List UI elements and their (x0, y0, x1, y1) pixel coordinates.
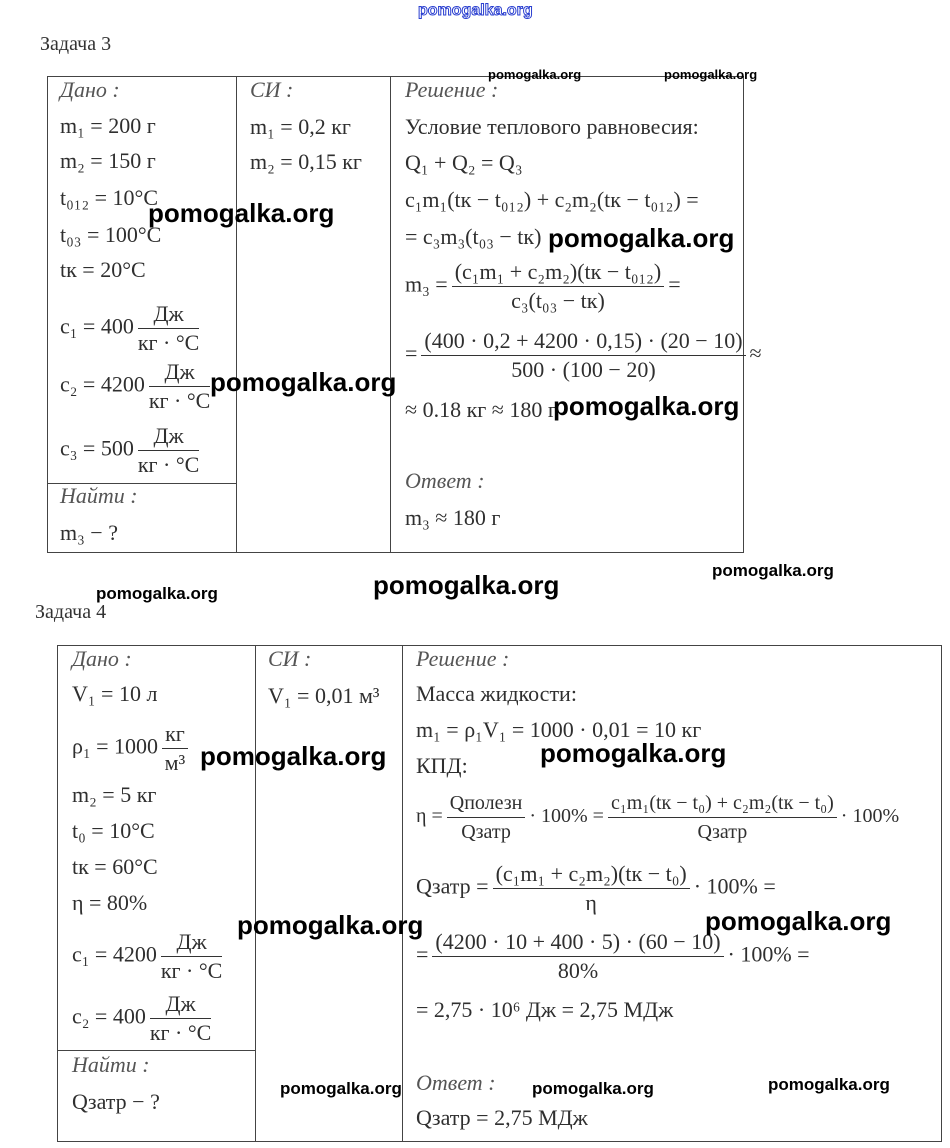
fraction (161, 928, 223, 985)
denominator: η (585, 890, 597, 915)
solution-line: Масса жидкости: (416, 681, 577, 706)
watermark: pomogalka.org (664, 67, 758, 82)
divider (255, 645, 256, 1141)
numerator: (c₁m₁ + c₂m₂)(tк − t₀₁₂) (452, 258, 664, 287)
divider (390, 76, 391, 552)
find-header: Найти : (72, 1052, 150, 1077)
numerator: c₁m₁(tк − t₀) + c₂m₂(tк − t₀) (608, 789, 837, 818)
fraction (162, 720, 188, 777)
numerator: Дж (138, 300, 200, 329)
watermark: pomogalka.org (373, 570, 560, 600)
fraction (608, 789, 837, 846)
given-header: Дано : (72, 646, 132, 671)
denominator: кг · °C (137, 452, 200, 477)
numerator: Дж (161, 928, 223, 957)
lhs: c₁ = 400 (60, 313, 134, 339)
watermark: pomogalka.org (553, 391, 740, 421)
given-item: m₂ = 150 г (60, 148, 156, 173)
find-item: m₃ − ? (60, 520, 118, 545)
lhs: c₂ = 400 (72, 1003, 146, 1029)
answer-line: m₃ ≈ 180 г (405, 505, 501, 530)
rhs: · 100% = (693, 873, 776, 899)
given-item: η = 80% (72, 890, 148, 915)
rhs: · 100% (840, 805, 900, 828)
lhs: m₃ = (405, 271, 448, 297)
numerator: (c₁m₁ + c₂m₂)(tк − t₀) (493, 860, 690, 889)
fraction (138, 422, 200, 479)
lhs: c₁ = 4200 (72, 941, 157, 967)
rhs: · 100% = (727, 941, 810, 967)
find-header: Найти : (60, 483, 138, 508)
watermark: pomogalka.org (280, 1079, 402, 1098)
si-header: СИ : (250, 77, 294, 102)
si-header: СИ : (268, 646, 312, 671)
watermark: pomogalka.org (148, 198, 335, 228)
fraction (138, 300, 200, 357)
result-line: ≈ 0.18 кг ≈ 180 г (405, 397, 557, 422)
result-line: = 2,75 · 10⁶ Дж = 2,75 МДж (416, 997, 674, 1022)
lhs: c₂ = 4200 (60, 371, 145, 397)
given-c2 (60, 358, 214, 415)
given-item: m₂ = 5 кг (72, 782, 157, 807)
watermark: pomogalka.org (200, 741, 387, 771)
si-item: V₁ = 0,01 м³ (268, 683, 380, 708)
numerator: Дж (150, 990, 212, 1019)
given-item: t₀ = 10°C (72, 818, 155, 843)
fraction (432, 928, 723, 985)
lhs: η = (416, 805, 443, 828)
solution-line: = c₃m₃(t₀₃ − tк) (405, 224, 542, 249)
si-item: m₁ = 0,2 кг (250, 114, 351, 139)
watermark: pomogalka.org (548, 223, 735, 253)
solution-line: КПД: (416, 753, 468, 778)
solution-line: c₁m₁(tк − t₀₁₂) + c₂m₂(tк − t₀₁₂) = (405, 187, 699, 212)
watermark: pomogalka.org (712, 561, 834, 580)
calc-formula (405, 327, 762, 384)
find-item: Qзатр − ? (72, 1089, 160, 1114)
given-c1 (60, 300, 203, 357)
lhs: = (405, 340, 418, 366)
denominator: Qзатр (461, 821, 511, 843)
divider (402, 645, 403, 1141)
rhs: ≈ (749, 340, 762, 366)
watermark: pomogalka.org (96, 584, 218, 603)
numerator: (400 · 0,2 + 4200 · 0,15) · (20 − 10) (421, 327, 745, 356)
given-item: m₁ = 200 г (60, 113, 156, 138)
fraction (493, 860, 690, 917)
solution-line: Q₁ + Q₂ = Q₃ (405, 150, 523, 175)
watermark: pomogalka.org (210, 367, 397, 397)
fraction (447, 789, 526, 846)
fraction (149, 358, 211, 415)
lhs: c₃ = 500 (60, 435, 134, 461)
lhs: = (416, 941, 429, 967)
watermark: pomogalka.org (768, 1075, 890, 1094)
lhs: Qзатр = (416, 873, 489, 899)
fraction (150, 990, 212, 1047)
given-c2 (72, 990, 215, 1047)
numerator: (4200 · 10 + 400 · 5) · (60 − 10) (432, 928, 723, 957)
given-item: tк = 20°C (60, 257, 146, 282)
solution-line: m₁ = ρ₁V₁ = 1000 · 0,01 = 10 кг (416, 717, 702, 742)
numerator: кг (162, 720, 188, 749)
given-rho (72, 720, 192, 777)
eta-formula (416, 789, 899, 846)
numerator: Qполезн (447, 789, 526, 818)
fraction (421, 327, 745, 384)
given-header: Дано : (60, 77, 120, 102)
solution-header: Решение : (405, 77, 499, 102)
denominator: c₃(t₀₃ − tк) (511, 288, 605, 313)
watermark: pomogalka.org (540, 738, 727, 768)
given-item: t₀₃ = 100°C (60, 222, 162, 247)
watermark: pomogalka.org (532, 1079, 654, 1098)
si-item: m₂ = 0,15 кг (250, 149, 362, 174)
denominator: кг · °C (148, 388, 211, 413)
divider (236, 76, 237, 552)
numerator: Дж (149, 358, 211, 387)
m3-formula (405, 258, 681, 315)
solution-header: Решение : (416, 646, 510, 671)
given-c3 (60, 422, 203, 479)
denominator: Qзатр (697, 821, 748, 843)
fraction (452, 258, 664, 315)
rhs: = (668, 271, 681, 297)
solution-line: Условие теплового равновесия: (405, 114, 699, 139)
answer-line: Qзатр = 2,75 МДж (416, 1105, 588, 1130)
watermark: pomogalka.org (705, 906, 892, 936)
watermark: pomogalka.org (237, 910, 424, 940)
denominator: кг · °C (160, 958, 223, 983)
watermark: pomogalka.org (418, 2, 533, 19)
given-item: V₁ = 10 л (72, 681, 158, 706)
task3-title: Задача 3 (40, 33, 112, 55)
given-item: t₀₁₂ = 10°C (60, 185, 159, 210)
denominator: м³ (164, 750, 186, 775)
numerator: Дж (138, 422, 200, 451)
given-c1 (72, 928, 226, 985)
denominator: 80% (557, 958, 599, 983)
watermark: pomogalka.org (488, 67, 582, 82)
denominator: кг · °C (149, 1020, 212, 1045)
answer-header: Ответ : (405, 468, 485, 493)
denominator: кг · °C (137, 330, 200, 355)
task4-title: Задача 4 (35, 601, 107, 623)
given-item: tк = 60°C (72, 854, 158, 879)
answer-header: Ответ : (416, 1070, 496, 1095)
lhs: ρ₁ = 1000 (72, 733, 159, 759)
mid: · 100% = (529, 805, 604, 828)
denominator: 500 · (100 − 20) (511, 357, 656, 382)
